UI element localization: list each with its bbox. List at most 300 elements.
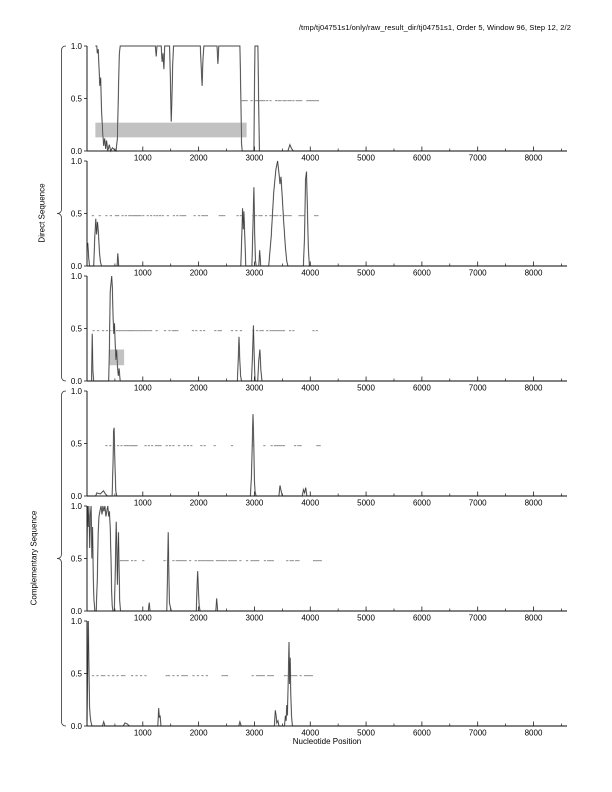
marker-dash bbox=[269, 560, 271, 561]
marker-dash bbox=[201, 215, 203, 216]
marker-dash bbox=[205, 560, 207, 561]
x-tick-label: 7000 bbox=[468, 383, 487, 393]
marker-dash bbox=[105, 215, 107, 216]
marker-dash bbox=[219, 215, 221, 216]
x-tick-label: 3000 bbox=[245, 728, 264, 738]
marker-dash bbox=[278, 330, 280, 331]
marker-dash bbox=[176, 560, 178, 561]
marker-dash bbox=[206, 215, 208, 216]
marker-dash bbox=[279, 215, 281, 216]
marker-dash bbox=[150, 215, 152, 216]
marker-dash bbox=[141, 330, 143, 331]
marker-dash bbox=[174, 330, 176, 331]
marker-dash bbox=[242, 100, 244, 101]
marker-dash bbox=[274, 330, 276, 331]
panel-complementary-1 bbox=[71, 387, 567, 508]
marker-dash bbox=[258, 215, 260, 216]
y-tick-label: 0.5 bbox=[70, 669, 82, 679]
marker-dash bbox=[224, 675, 226, 676]
marker-dash bbox=[106, 330, 108, 331]
x-tick-label: 8000 bbox=[524, 383, 543, 393]
marker-dash bbox=[187, 445, 189, 446]
signal-path bbox=[87, 621, 567, 726]
marker-dash bbox=[290, 560, 292, 561]
marker-dash bbox=[102, 330, 104, 331]
marker-dash bbox=[266, 330, 268, 331]
marker-dash bbox=[148, 445, 150, 446]
marker-dash bbox=[266, 100, 268, 101]
marker-dash bbox=[92, 330, 94, 331]
x-tick-label: 5000 bbox=[357, 728, 375, 738]
marker-dash bbox=[140, 675, 142, 676]
marker-dash bbox=[209, 560, 211, 561]
marker-dash bbox=[300, 445, 302, 446]
x-tick-label: 6000 bbox=[412, 498, 431, 508]
y-tick-label: 1.0 bbox=[70, 41, 82, 51]
y-tick-label: 0.0 bbox=[70, 146, 82, 156]
marker-dash bbox=[200, 330, 202, 331]
marker-dash bbox=[164, 330, 166, 331]
signal-halo bbox=[87, 161, 567, 266]
x-tick-label: 6000 bbox=[412, 153, 431, 163]
marker-dash bbox=[271, 445, 273, 446]
marker-dash bbox=[130, 215, 132, 216]
marker-dash bbox=[223, 560, 225, 561]
marker-dash bbox=[253, 560, 255, 561]
signal-path bbox=[87, 414, 567, 496]
marker-dash bbox=[123, 675, 125, 676]
x-tick-label: 1000 bbox=[133, 728, 152, 738]
marker-dash bbox=[221, 215, 223, 216]
marker-dash bbox=[195, 330, 197, 331]
x-tick-label: 3000 bbox=[245, 153, 264, 163]
signal-path bbox=[87, 506, 567, 611]
marker-dash bbox=[156, 215, 158, 216]
marker-dash bbox=[319, 445, 321, 446]
marker-dash bbox=[317, 560, 319, 561]
marker-dash bbox=[101, 675, 103, 676]
marker-dash bbox=[169, 445, 171, 446]
marker-dash bbox=[293, 675, 295, 676]
y-tick-label: 1.0 bbox=[70, 156, 82, 166]
marker-dash bbox=[195, 560, 197, 561]
marker-dash bbox=[257, 560, 259, 561]
marker-dash bbox=[168, 675, 170, 676]
x-tick-label: 2000 bbox=[189, 728, 208, 738]
marker-dash bbox=[131, 560, 133, 561]
marker-dash bbox=[272, 675, 274, 676]
marker-dash bbox=[314, 215, 316, 216]
marker-dash bbox=[172, 560, 174, 561]
marker-dash bbox=[218, 330, 220, 331]
marker-dash bbox=[207, 560, 209, 561]
marker-dash bbox=[192, 330, 194, 331]
marker-dash bbox=[162, 215, 164, 216]
marker-dash bbox=[163, 560, 165, 561]
signal-path bbox=[87, 276, 567, 381]
marker-dash bbox=[168, 330, 170, 331]
marker-dash bbox=[282, 100, 284, 101]
y-tick-label: 1.0 bbox=[70, 271, 82, 281]
marker-dash bbox=[312, 330, 314, 331]
marker-dash bbox=[259, 330, 261, 331]
marker-dash bbox=[260, 215, 262, 216]
marker-dash bbox=[296, 100, 298, 101]
marker-dash bbox=[313, 560, 315, 561]
marker-dash bbox=[112, 675, 114, 676]
marker-dash bbox=[186, 675, 188, 676]
x-tick-label: 7000 bbox=[468, 268, 487, 278]
x-tick-label: 5000 bbox=[357, 613, 375, 623]
marker-dash bbox=[137, 330, 139, 331]
marker-dash bbox=[214, 330, 216, 331]
marker-dash bbox=[276, 330, 278, 331]
marker-dash bbox=[172, 330, 174, 331]
x-tick-label: 8000 bbox=[524, 268, 543, 278]
marker-dash bbox=[124, 445, 126, 446]
plot-title: /tmp/tj04751s1/only/raw_result_dir/tj04751s1, Order 5, Window 96, Step 12, 2/2 bbox=[298, 23, 571, 32]
signal-halo bbox=[87, 506, 567, 611]
marker-dash bbox=[178, 560, 180, 561]
y-tick-label: 1.0 bbox=[70, 386, 82, 396]
marker-dash bbox=[151, 445, 153, 446]
marker-dash bbox=[274, 445, 276, 446]
marker-dash bbox=[123, 330, 125, 331]
x-tick-label: 6000 bbox=[412, 728, 431, 738]
marker-dash bbox=[202, 560, 204, 561]
marker-dash bbox=[167, 215, 169, 216]
marker-dash bbox=[126, 445, 128, 446]
marker-dash bbox=[263, 100, 265, 101]
marker-dash bbox=[157, 445, 159, 446]
marker-dash bbox=[194, 215, 196, 216]
marker-dash bbox=[180, 560, 182, 561]
x-tick-label: 8000 bbox=[524, 613, 543, 623]
marker-dash bbox=[310, 100, 312, 101]
panel-complementary-2 bbox=[71, 502, 567, 623]
marker-dash bbox=[200, 445, 202, 446]
marker-dash bbox=[116, 675, 118, 676]
marker-dash bbox=[135, 675, 137, 676]
marker-dash bbox=[125, 215, 127, 216]
marker-dash bbox=[286, 560, 288, 561]
marker-dash bbox=[135, 445, 137, 446]
panel-direct-2 bbox=[71, 157, 567, 278]
marker-dash bbox=[278, 445, 280, 446]
marker-dash bbox=[246, 560, 248, 561]
marker-dash bbox=[298, 100, 300, 101]
marker-dash bbox=[269, 330, 271, 331]
marker-dash bbox=[316, 445, 318, 446]
marker-dash bbox=[176, 215, 178, 216]
x-tick-label: 7000 bbox=[468, 498, 487, 508]
marker-dash bbox=[201, 675, 203, 676]
marker-dash bbox=[306, 100, 308, 101]
marker-dash bbox=[190, 445, 192, 446]
marker-dash bbox=[252, 675, 254, 676]
y-tick-label: 0.5 bbox=[70, 324, 82, 334]
marker-dash bbox=[97, 330, 99, 331]
marker-dash bbox=[281, 330, 283, 331]
x-tick-label: 6000 bbox=[412, 613, 431, 623]
marker-dash bbox=[124, 560, 126, 561]
marker-dash bbox=[292, 330, 294, 331]
marker-dash bbox=[290, 100, 292, 101]
marker-dash bbox=[283, 445, 285, 446]
marker-dash bbox=[255, 215, 257, 216]
marker-dash bbox=[172, 675, 174, 676]
x-tick-label: 5000 bbox=[357, 498, 375, 508]
marker-dash bbox=[279, 100, 281, 101]
marker-dash bbox=[118, 330, 120, 331]
marker-dash bbox=[316, 215, 318, 216]
marker-dash bbox=[159, 215, 161, 216]
marker-dash bbox=[147, 215, 149, 216]
marker-dash bbox=[185, 560, 187, 561]
marker-dash bbox=[236, 215, 238, 216]
marker-dash bbox=[182, 560, 184, 561]
marker-dash bbox=[134, 560, 136, 561]
marker-dash bbox=[220, 560, 222, 561]
marker-dash bbox=[200, 560, 202, 561]
marker-dash bbox=[269, 100, 271, 101]
marker-dash bbox=[166, 445, 168, 446]
xlabel-nucleotide-position: Nucleotide Position bbox=[292, 737, 362, 746]
marker-dash bbox=[281, 445, 283, 446]
signal-halo bbox=[87, 276, 567, 381]
x-tick-label: 2000 bbox=[189, 153, 208, 163]
marker-dash bbox=[276, 215, 278, 216]
marker-dash bbox=[127, 560, 129, 561]
marker-dash bbox=[265, 215, 267, 216]
marker-dash bbox=[144, 675, 146, 676]
marker-dash bbox=[272, 330, 274, 331]
marker-dash bbox=[315, 560, 317, 561]
marker-dash bbox=[295, 675, 297, 676]
marker-dash bbox=[134, 330, 136, 331]
x-tick-label: 2000 bbox=[189, 383, 208, 393]
marker-dash bbox=[304, 675, 306, 676]
panel-complementary-3 bbox=[71, 617, 567, 738]
marker-dash bbox=[235, 330, 237, 331]
marker-dash bbox=[289, 330, 291, 331]
marker-dash bbox=[244, 100, 246, 101]
marker-dash bbox=[128, 445, 130, 446]
marker-dash bbox=[240, 330, 242, 331]
marker-dash bbox=[176, 330, 178, 331]
x-tick-label: 4000 bbox=[301, 613, 320, 623]
marker-dash bbox=[261, 100, 263, 101]
marker-dash bbox=[276, 445, 278, 446]
marker-dash bbox=[109, 445, 111, 446]
x-tick-label: 7000 bbox=[468, 613, 487, 623]
x-tick-label: 4000 bbox=[301, 153, 320, 163]
marker-dash bbox=[99, 215, 101, 216]
brace-complementary-sequence bbox=[57, 391, 66, 726]
marker-dash bbox=[262, 330, 264, 331]
marker-dash bbox=[308, 675, 310, 676]
panel-direct-3 bbox=[71, 272, 567, 393]
y-tick-label: 0.5 bbox=[70, 439, 82, 449]
marker-dash bbox=[250, 560, 252, 561]
y-tick-label: 0.5 bbox=[70, 94, 82, 104]
marker-dash bbox=[143, 330, 145, 331]
marker-dash bbox=[275, 100, 277, 101]
marker-dash bbox=[231, 330, 233, 331]
marker-dash bbox=[116, 330, 118, 331]
marker-dash bbox=[153, 215, 155, 216]
x-tick-label: 4000 bbox=[301, 728, 320, 738]
marker-dash bbox=[235, 560, 237, 561]
marker-dash bbox=[316, 330, 318, 331]
y-tick-label: 1.0 bbox=[70, 501, 82, 511]
x-tick-label: 8000 bbox=[524, 728, 543, 738]
marker-dash bbox=[269, 215, 271, 216]
x-tick-label: 1000 bbox=[133, 268, 152, 278]
marker-dash bbox=[139, 330, 141, 331]
marker-dash bbox=[117, 215, 119, 216]
marker-dash bbox=[122, 215, 124, 216]
x-tick-label: 6000 bbox=[412, 383, 431, 393]
marker-dash bbox=[131, 675, 133, 676]
x-tick-label: 1000 bbox=[133, 383, 152, 393]
marker-dash bbox=[269, 675, 271, 676]
marker-dash bbox=[144, 445, 146, 446]
marker-dash bbox=[228, 560, 230, 561]
x-tick-label: 3000 bbox=[245, 613, 264, 623]
marker-dash bbox=[272, 560, 274, 561]
marker-dash bbox=[156, 330, 158, 331]
marker-dash bbox=[226, 675, 228, 676]
marker-dash bbox=[96, 675, 98, 676]
x-tick-label: 2000 bbox=[189, 268, 208, 278]
marker-dash bbox=[125, 330, 127, 331]
marker-dash bbox=[148, 330, 150, 331]
x-tick-label: 1000 bbox=[133, 613, 152, 623]
marker-dash bbox=[292, 560, 294, 561]
y-tick-label: 0.0 bbox=[70, 491, 82, 501]
marker-dash bbox=[108, 675, 110, 676]
marker-dash bbox=[142, 560, 144, 561]
marker-dash bbox=[173, 215, 175, 216]
marker-dash bbox=[120, 445, 122, 446]
panel-direct-1 bbox=[71, 42, 567, 163]
marker-dash bbox=[181, 675, 183, 676]
marker-dash bbox=[178, 445, 180, 446]
marker-dash bbox=[285, 215, 287, 216]
marker-dash bbox=[297, 445, 299, 446]
marker-dash bbox=[166, 675, 168, 676]
marker-dash bbox=[287, 215, 289, 216]
marker-dash bbox=[300, 675, 302, 676]
signal-path bbox=[87, 161, 567, 266]
marker-dash bbox=[183, 675, 185, 676]
marker-dash bbox=[216, 560, 218, 561]
marker-dash bbox=[128, 215, 130, 216]
marker-dash bbox=[182, 215, 184, 216]
marker-dash bbox=[92, 675, 94, 676]
marker-dash bbox=[260, 675, 262, 676]
marker-dash bbox=[120, 560, 122, 561]
marker-dash bbox=[204, 215, 206, 216]
marker-dash bbox=[92, 215, 94, 216]
marker-dash bbox=[139, 215, 141, 216]
x-tick-label: 4000 bbox=[301, 498, 320, 508]
marker-dash bbox=[284, 100, 286, 101]
marker-dash bbox=[267, 560, 269, 561]
marker-dash bbox=[198, 215, 200, 216]
marker-dash bbox=[198, 560, 200, 561]
marker-dash bbox=[274, 215, 276, 216]
marker-dash bbox=[159, 445, 161, 446]
x-tick-label: 3000 bbox=[245, 383, 264, 393]
marker-dash bbox=[197, 675, 199, 676]
x-tick-label: 6000 bbox=[412, 268, 431, 278]
x-tick-label: 5000 bbox=[357, 383, 375, 393]
marker-dash bbox=[301, 215, 303, 216]
marker-dash bbox=[211, 560, 213, 561]
y-tick-label: 0.0 bbox=[70, 261, 82, 271]
marker-dash bbox=[230, 560, 232, 561]
marker-dash bbox=[294, 445, 296, 446]
marker-dash bbox=[132, 330, 134, 331]
marker-dash bbox=[295, 560, 297, 561]
x-tick-label: 4000 bbox=[301, 383, 320, 393]
marker-dash bbox=[115, 215, 117, 216]
marker-dash bbox=[105, 445, 107, 446]
marker-dash bbox=[256, 675, 258, 676]
marker-dash bbox=[231, 445, 233, 446]
marker-dash bbox=[172, 445, 174, 446]
marker-dash bbox=[311, 675, 313, 676]
x-tick-label: 2000 bbox=[189, 498, 208, 508]
marker-dash bbox=[192, 675, 194, 676]
marker-dash bbox=[290, 215, 292, 216]
y-tick-label: 0.0 bbox=[70, 606, 82, 616]
x-tick-label: 1000 bbox=[133, 153, 152, 163]
ylabel-direct-sequence: Direct Sequence bbox=[37, 183, 47, 243]
marker-dash bbox=[263, 445, 265, 446]
signal-halo bbox=[87, 414, 567, 496]
marker-dash bbox=[184, 215, 186, 216]
brace-direct-sequence bbox=[57, 46, 66, 381]
marker-dash bbox=[255, 560, 257, 561]
marker-dash bbox=[221, 675, 223, 676]
marker-dash bbox=[297, 560, 299, 561]
x-tick-label: 5000 bbox=[357, 153, 375, 163]
marker-dash bbox=[110, 215, 112, 216]
marker-dash bbox=[283, 330, 285, 331]
marker-dash bbox=[120, 330, 122, 331]
marker-dash bbox=[263, 675, 265, 676]
x-tick-label: 2000 bbox=[189, 613, 208, 623]
marker-dash bbox=[189, 560, 191, 561]
marker-dash bbox=[239, 560, 241, 561]
ylabel-complementary-sequence: Complementary Sequence bbox=[29, 510, 39, 606]
marker-dash bbox=[214, 445, 216, 446]
marker-dash bbox=[121, 675, 123, 676]
x-tick-label: 3000 bbox=[245, 498, 264, 508]
marker-dash bbox=[256, 330, 258, 331]
marker-dash bbox=[233, 560, 235, 561]
marker-dash bbox=[206, 675, 208, 676]
marker-dash bbox=[103, 675, 105, 676]
marker-dash bbox=[264, 560, 266, 561]
y-tick-label: 0.5 bbox=[70, 554, 82, 564]
marker-dash bbox=[122, 560, 124, 561]
y-tick-label: 0.0 bbox=[70, 721, 82, 731]
marker-dash bbox=[150, 330, 152, 331]
